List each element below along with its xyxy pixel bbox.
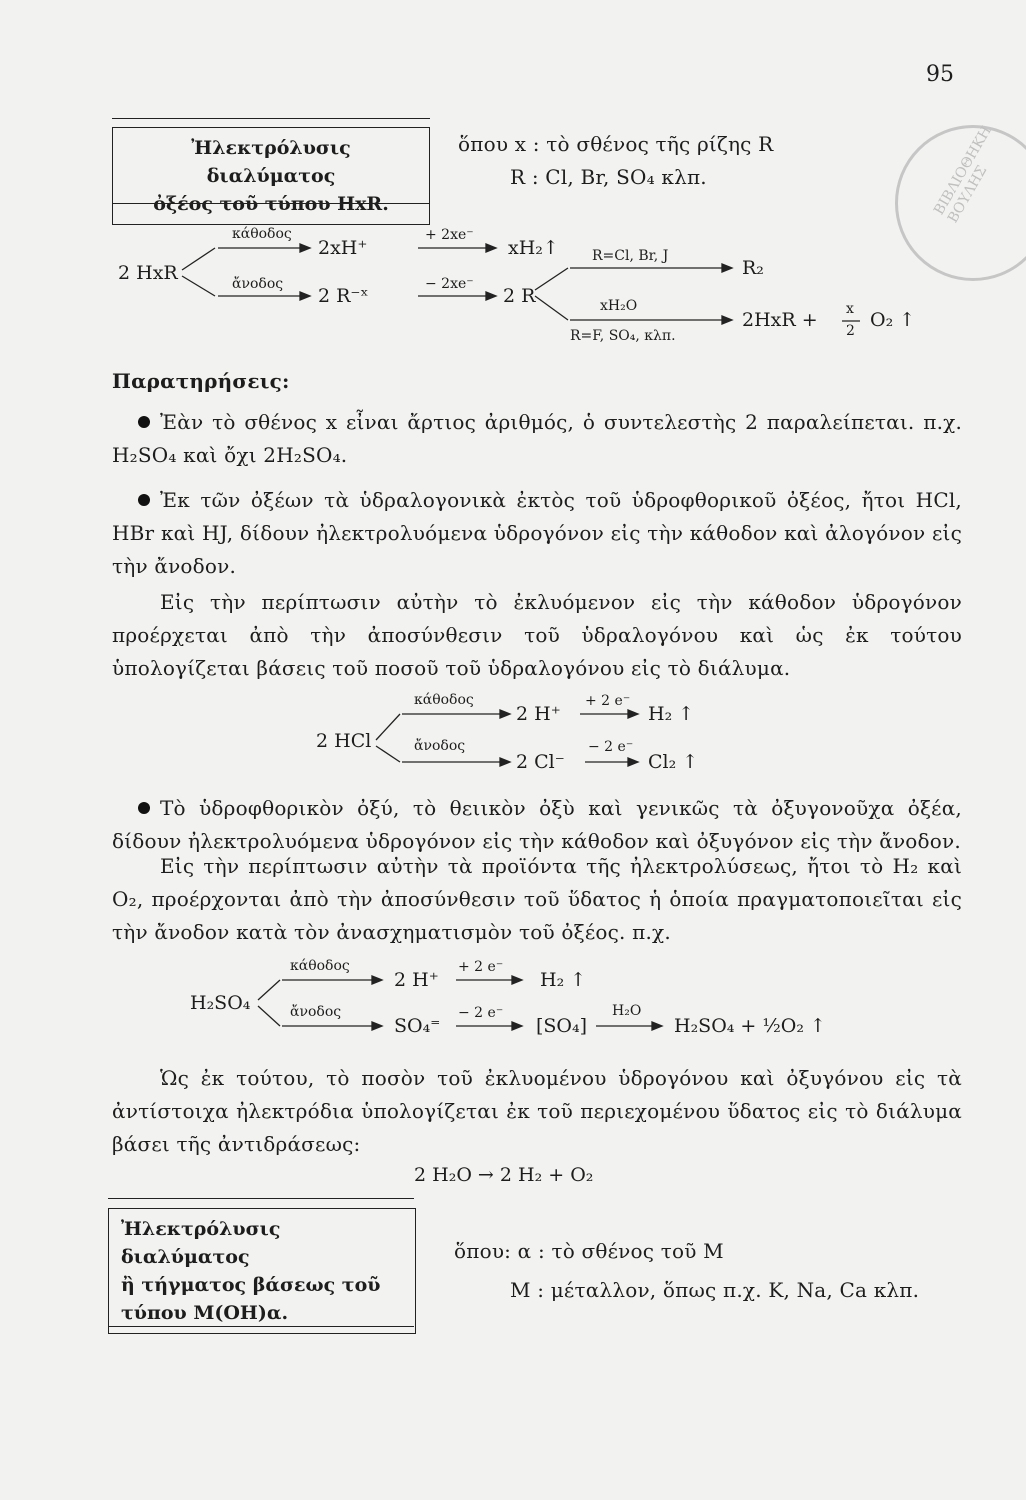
- scheme3-result: H₂SO₄ + ½O₂ ↑: [674, 1015, 826, 1037]
- box2-top-rule: [108, 1198, 414, 1199]
- scheme1-start: 2 HxR: [118, 262, 178, 284]
- scheme2-anode-label: ἄνοδος: [414, 738, 466, 754]
- scheme1-result-r2: R₂: [742, 257, 764, 279]
- scheme1-electrons-gain: + 2xe⁻: [425, 227, 474, 243]
- scheme1-fraction-numerator: x: [846, 301, 854, 317]
- definition-alpha-line2: M : μέταλλον, ὅπως π.χ. K, Na, Ca κλπ.: [510, 1278, 920, 1302]
- scheme2-cathode-label: κάθοδος: [414, 692, 474, 708]
- bullet-3: [112, 792, 962, 858]
- box2-line3: τύπου M(OH)α.: [121, 1302, 289, 1324]
- scheme1-condition-halogen: R=Cl, Br, J: [592, 248, 669, 264]
- scheme2-electrons-gain: + 2 e⁻: [585, 693, 631, 709]
- box1-line2: ὀξέος τοῦ τύπου HxR.: [153, 193, 389, 215]
- scheme2-chlorine: Cl₂ ↑: [648, 751, 699, 773]
- library-stamp-text: ΒΙΒΛΙΟΘΗΚΗ ΒΟΥΛΗΣ: [931, 123, 995, 226]
- scheme1-hydrogen: xH₂↑: [508, 237, 559, 259]
- box2-line2: ἢ τήγματος βάσεως τοῦ: [121, 1274, 381, 1296]
- paragraph-water-decomposition: Εἰς τὴν περίπτωσιν αὐτὴν τὰ προϊόντα τῆς ἠλεκτρολύσεως, ἤτοι τὸ H₂ καὶ O₂, προέρχονται ἀπὸ τὴν ἀποσύνθεσιν τοῦ ὕδατος ἡ ὁποία πραγματοποιεῖται εἰς τὴν ἄνοδον κατὰ τὸν ἀνασχηματισμὸν τοῦ ὀξέος. π.χ.: [112, 854, 962, 944]
- paragraph-calculation: Ὡς ἐκ τούτου, τὸ ποσὸν τοῦ ἐκλυομένου ὑδρογόνου καὶ ὀξυγόνου εἰς τὰ ἀντίστοιχα ἠλεκτρόδια ὑπολογίζεται ἐκ τοῦ περιεχομένου ὕδατος εἰς τὸ διάλυμα βάσει τῆς ἀντιδράσεως:: [112, 1066, 962, 1156]
- bullet-1-text: Ἐὰν τὸ σθένος x εἶναι ἄρτιος ἀριθμός, ὁ συντελεστὴς 2 παραλείπεται. π.χ. H₂SO₄ καὶ ὄχι 2H₂SO₄.: [112, 410, 962, 467]
- scheme3-product-so4: SO₄⁼: [394, 1015, 441, 1037]
- scheme1-anode-label: ἄνοδος: [232, 276, 284, 292]
- scheme2-product-cl: 2 Cl⁻: [516, 751, 565, 773]
- scheme3-sulfate-radical: [SO₄]: [536, 1015, 588, 1037]
- bullet-dot: [138, 802, 150, 814]
- box2-bottom-rule: [108, 1326, 414, 1327]
- scheme2-hydrogen: H₂ ↑: [648, 703, 695, 725]
- observations-heading: Παρατηρήσεις:: [112, 369, 290, 393]
- scheme3-condition-water: H₂O: [612, 1003, 642, 1019]
- section-box-base: [108, 1208, 416, 1334]
- definition-alpha-line1: ὅπου: α : τὸ σθένος τοῦ M: [454, 1239, 724, 1263]
- scheme1-product-r: 2 R⁻ˣ: [318, 285, 369, 307]
- definition-x-line2: R : Cl, Br, SO₄ κλπ.: [510, 165, 707, 189]
- scheme3-electrons-gain: + 2 e⁻: [458, 959, 504, 975]
- scheme3-product-h: 2 H⁺: [394, 969, 439, 991]
- scheme1-result-oxygen: O₂ ↑: [870, 309, 916, 331]
- page-number: 95: [926, 62, 954, 87]
- scheme1-radical: 2 R: [503, 285, 536, 307]
- scheme1-condition-other: R=F, SO₄, κλπ.: [570, 328, 676, 344]
- scheme1-fraction-denominator: 2: [846, 323, 855, 339]
- bullet-1: [112, 406, 962, 472]
- bullet-dot: [138, 494, 150, 506]
- bullet-dot: [138, 416, 150, 428]
- scheme1-result-acid: 2HxR +: [742, 309, 818, 331]
- scheme3-electrons-loss: − 2 e⁻: [458, 1005, 504, 1021]
- box1-line1: Ἠλεκτρόλυσις διαλύματος: [191, 137, 351, 187]
- scheme3-anode-label: ἄνοδος: [290, 1004, 342, 1020]
- definition-x-line1: ὅπου x : τὸ σθένος τῆς ρίζης R: [458, 132, 774, 156]
- paragraph-hydrogen-source: Εἰς τὴν περίπτωσιν αὐτὴν τὸ ἐκλυόμενον εἰς τὴν κάθοδον ὑδρογόνον προέρχεται ἀπὸ τὴν ἀποσύνθεσιν τοῦ ὑδραλογόνου καὶ ὡς ἐκ τούτου ὑπολογίζεται βάσεις τοῦ ποσοῦ τοῦ ὑδραλογόνου εἰς τὸ διάλυμα.: [112, 590, 962, 680]
- scheme2-electrons-loss: − 2 e⁻: [588, 739, 634, 755]
- bullet-2: [112, 484, 962, 583]
- scheme2-start: 2 HCl: [316, 730, 372, 752]
- scheme2-product-h: 2 H⁺: [516, 703, 561, 725]
- bullet-3-text: Τὸ ὑδροφθορικὸν ὀξύ, τὸ θειικὸν ὀξὺ καὶ γενικῶς τὰ ὀξυγονοῦχα ὀξέα, δίδουν ἠλεκτρολυόμενα ὑδρογόνον εἰς τὴν κάθοδον καὶ ὀξυγόνον εἰς τὴν ἄνοδον.: [112, 796, 962, 853]
- scheme3-start: H₂SO₄: [190, 992, 251, 1014]
- scheme3-cathode-label: κάθοδος: [290, 958, 350, 974]
- definition-alpha: [454, 1235, 919, 1307]
- scheme1-product-h: 2xH⁺: [318, 237, 368, 259]
- water-equation: 2 H₂O → 2 H₂ + O₂: [414, 1164, 594, 1186]
- scheme1-cathode-label: κάθοδος: [232, 226, 292, 242]
- bullet-2-text: Ἐκ τῶν ὀξέων τὰ ὑδραλογονικὰ ἐκτὸς τοῦ ὑδροφθορικοῦ ὀξέος, ἤτοι HCl, HBr καὶ HJ, δίδουν ἠλεκτρολυόμενα ὑδρογόνον εἰς τὴν κάθοδον καὶ ἀλογόνον εἰς τὴν ἄνοδον.: [112, 488, 962, 578]
- scheme3-hydrogen: H₂ ↑: [540, 969, 587, 991]
- box2-line1: Ἠλεκτρόλυσις διαλύματος: [121, 1218, 281, 1268]
- scheme1-condition-water: xH₂O: [600, 298, 638, 314]
- scheme1-electrons-loss: − 2xe⁻: [425, 276, 474, 292]
